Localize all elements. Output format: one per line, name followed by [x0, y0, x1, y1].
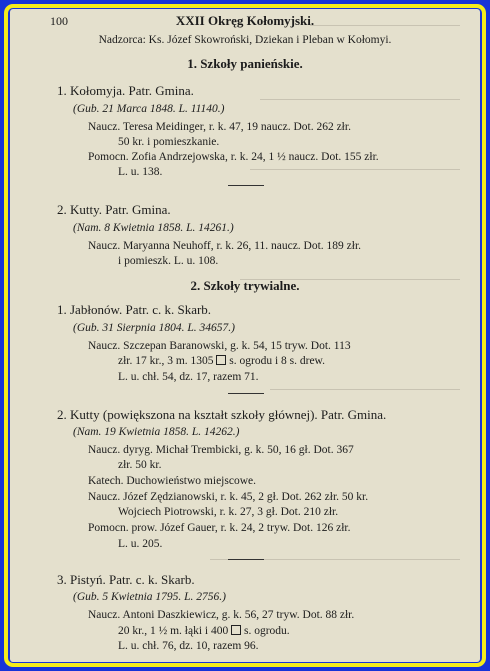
supervisor-line: Nadzorca: Ks. Józef Skowroński, Dziekan i Pleban w Kołomyi. — [98, 34, 392, 46]
document-page — [10, 9, 480, 662]
entry-line: Naucz. dyryg. Michał Trembicki, g. k. 50, 16 gł. Dot. 367 — [88, 444, 354, 456]
entry-title: 2. Kutty. Patr. Gmina. — [57, 202, 171, 217]
entry-decree: (Nam. 19 Kwietnia 1858. L. 14262.) — [73, 426, 240, 438]
entry-line: L. u. chł. 54, dz. 17, razem 71. — [118, 371, 259, 383]
entry-line: Pomocn. prow. Józef Gauer, r. k. 24, 2 tryw. Dot. 126 złr. — [88, 522, 351, 534]
entry-line-with-box — [118, 625, 290, 637]
entry-decree: (Gub. 5 Kwietnia 1795. L. 2756.) — [73, 591, 227, 603]
entry-line: Naucz. Antoni Daszkiewicz, g. k. 56, 27 tryw. Dot. 88 złr. — [88, 609, 355, 621]
entry-divider — [228, 559, 264, 560]
entry-line: Naucz. Józef Zędzianowski, r. k. 45, 2 gł. Dot. 262 złr. 50 kr. — [88, 491, 369, 503]
entry-line: i pomieszk. L. u. 108. — [118, 255, 219, 267]
entry-line: Katech. Duchowieństwo miejscowe. — [88, 475, 256, 487]
entry-divider — [228, 185, 264, 186]
page-number: 100 — [50, 14, 68, 28]
section-heading: 1. Szkoły panieńskie. — [187, 56, 303, 71]
entry-line: L. u. chł. 76, dz. 10, razem 96. — [118, 640, 259, 652]
entry-line: 50 kr. i pomieszkanie. — [118, 136, 220, 148]
entry-line: Naucz. Maryanna Neuhoff, r. k. 26, 11. naucz. Dot. 189 złr. — [88, 240, 362, 252]
entry-line: Wojciech Piotrowski, r. k. 27, 3 gł. Dot. 210 złr. — [118, 506, 339, 518]
entry-line: s. ogrodu i 8 s. drew. — [229, 355, 325, 367]
square-fathom-symbol — [216, 355, 226, 365]
bleed-through — [270, 379, 460, 390]
entry-title: 1. Jabłonów. Patr. c. k. Skarb. — [57, 302, 212, 317]
entry-title: 3. Pistyń. Patr. c. k. Skarb. — [57, 572, 195, 587]
entry-line: L. u. 138. — [118, 166, 163, 178]
entry-line: Naucz. Szczepan Baranowski, g. k. 54, 15 tryw. Dot. 113 — [88, 340, 351, 352]
entry-decree: (Gub. 31 Sierpnia 1804. L. 34657.) — [73, 322, 235, 334]
entry-title: 1. Kołomyja. Patr. Gmina. — [57, 83, 194, 98]
bleed-through — [260, 89, 460, 100]
entry-line: s. ogrodu. — [243, 625, 290, 637]
district-title: XXII Okręg Kołomyjski. — [175, 13, 315, 28]
section-heading: 2. Szkoły trywialne. — [190, 278, 300, 293]
entry-line: złr. 50 kr. — [118, 459, 162, 471]
entry-title: 2. Kutty (powiększona na kształt szkoły głównej). Patr. Gmina. — [57, 407, 387, 422]
entry-decree: (Nam. 8 Kwietnia 1858. L. 14261.) — [73, 222, 234, 234]
square-fathom-symbol — [231, 625, 241, 635]
entry-line: Naucz. Teresa Meidinger, r. k. 47, 19 naucz. Dot. 262 złr. — [88, 121, 351, 133]
entry-line: złr. 17 kr., 3 m. 1305 — [118, 355, 214, 367]
entry-line: 20 kr., 1 ½ m. łąki i 400 — [118, 625, 229, 637]
entry-line: L. u. 205. — [118, 538, 163, 550]
entry-divider — [228, 393, 264, 394]
entry-decree: (Gub. 21 Marca 1848. L. 11140.) — [73, 103, 225, 115]
entry-line: Pomocn. Zofia Andrzejowska, r. k. 24, 1 ½ naucz. Dot. 155 złr. — [88, 151, 379, 163]
entry-line-with-box — [118, 355, 325, 367]
